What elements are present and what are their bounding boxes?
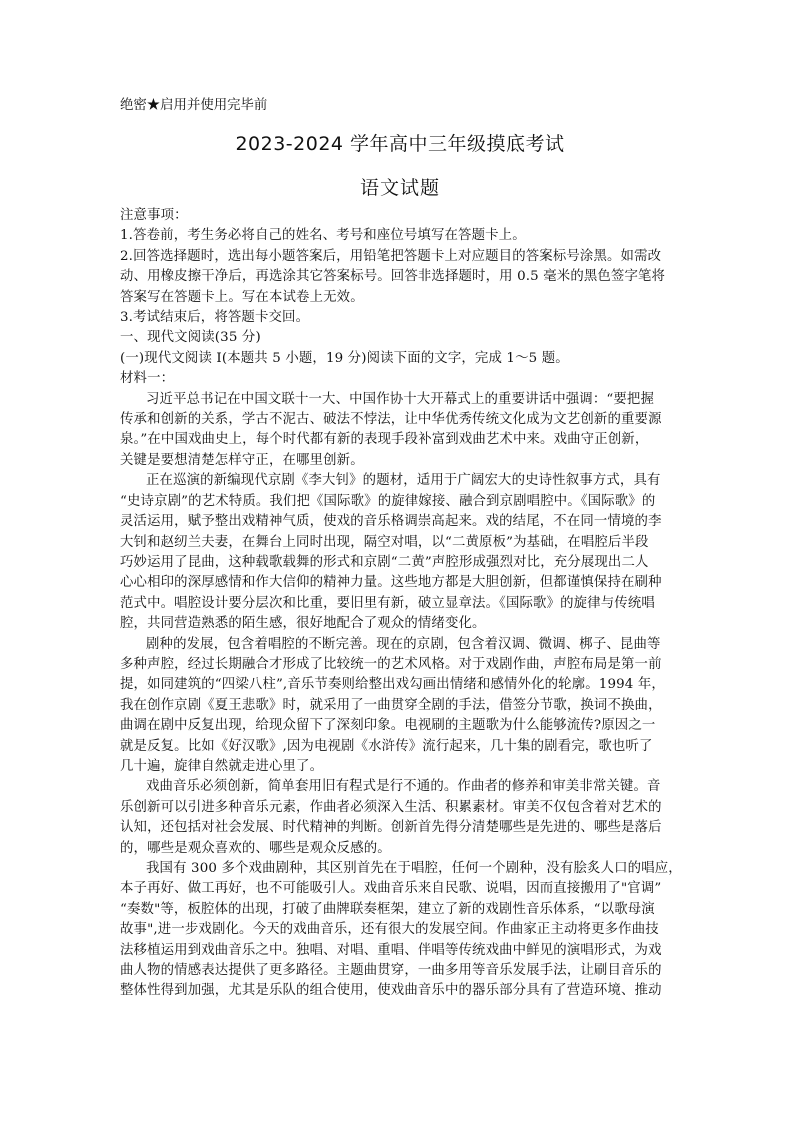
text-line: 法移植运用到戏曲音乐之中。独唱、对唱、重唱、伴唱等传统戏曲中鲜见的演唱形式，为戏 <box>120 942 662 958</box>
section-heading: 一、现代文阅读(35 分) <box>120 330 261 346</box>
paragraph-1 <box>120 390 680 472</box>
paragraph-5 <box>120 859 680 1002</box>
exam-title: 2023-2024 学年高中三年级摸底考试 <box>235 133 565 155</box>
notice-line: 1.答卷前，考生务必将自己的姓名、考号和座位号填写在答题卡上。 <box>120 228 526 244</box>
notice-line: 3.考试结束后，将答题卡交回。 <box>120 310 310 326</box>
text-line: 乐创新可以引进多种音乐元素，作曲者必须深入生活、积累素材。审美不仅包含着对艺术的 <box>120 799 662 815</box>
text-line: 整体性得到加强，尤其是乐队的组合使用，使戏曲音乐中的器乐部分具有了营造环境、推动 <box>120 983 662 999</box>
text-line: 的，哪些是观众喜欢的、哪些是观众反感的。 <box>120 840 391 856</box>
notice-line: 2.回答选择题时，选出每小题答案后，用铅笔把答题卡上对应题目的答案标号涂黑。如需改 <box>120 248 662 264</box>
notice-line: 动、用橡皮擦干净后，再选涂其它答案标号。回答非选择题时，用 0.5 毫米的黑色签字笔将 <box>120 269 666 285</box>
paragraph-3 <box>120 635 680 778</box>
notice-heading: 注意事项： <box>120 208 188 223</box>
exam-subtitle: 语文试题 <box>359 177 440 199</box>
notice-block <box>120 206 680 390</box>
text-line: 泉。”在中国戏曲史上，每个时代都有新的表现手段补富到戏曲艺术中来。戏曲守正创新， <box>120 432 649 448</box>
text-line: 灵活运用，赋予整出戏精神气质，使戏的音乐格调崇高起来。戏的结尾，不在同一情境的李 <box>120 514 662 530</box>
exam-page <box>120 96 680 1002</box>
text-line: “史诗京剧”的艺术特质。我们把《国际歌》的旋律嫁接、融合到京剧唱腔中。《国际歌》的 <box>120 493 656 509</box>
text-line: 我国有 300 多个戏曲剧种，其区别首先在于唱腔，任何一个剧种，没有脍炙人口的唱应， <box>146 861 682 876</box>
text-line: “奏数"等，板腔体的出现，打破了曲牌联奏框架，建立了新的戏剧性音乐体系，“以歌母演 <box>120 901 655 917</box>
text-line: 故事",进一步戏剧化。今天的戏曲音乐，还有很大的发展空间。作曲家正主动将更多作曲技 <box>120 922 659 938</box>
text-line: 大钊和赵纫兰夫妻，在舞台上同时出现，隔空对唱，以“二黄原板”为基础，在唱腔后半段 <box>120 534 649 550</box>
text-line: 戏曲音乐必须创新，简单套用旧有程式是行不通的。作曲者的修养和审美非常关键。音 <box>146 779 661 795</box>
text-line: 腔，共同营造熟悉的陌生感，很好地配合了观众的情绪变化。 <box>120 616 486 632</box>
text-line: 巧妙运用了昆曲，这种载歌载舞的形式和京剧“二黄”声腔形成强烈对比，充分展现出二人 <box>120 554 649 570</box>
text-line: 本子再好、做工再好，也不可能吸引人。戏曲音乐来自民歌、说唱，因而直接搬用了"官调” <box>120 881 662 897</box>
text-line: 心心相印的深厚感情和作大信仰的精神力量。这些地方都是大胆创新，但都谨慎保持在刷种 <box>120 575 662 591</box>
paragraph-4 <box>120 777 680 859</box>
text-line: 认知，还包括对社会发展、时代精神的判断。创新首先得分清楚哪些是先进的、哪些是落后 <box>120 820 662 836</box>
text-line: 习近平总书记在中国文联十一大、中国作协十大开幕式上的重要讲话中强调：“要把握 <box>146 391 654 407</box>
text-line: 传承和创新的关系，学古不泥古、破法不悖法，让中华优秀传统文化成为文艺创新的重要源 <box>120 412 662 428</box>
paragraph-2 <box>120 471 680 634</box>
text-line: 关键是要想清楚怎样守正，在哪里创新。 <box>120 452 364 468</box>
text-line: 几十遍，旋律自然就走进心里了。 <box>120 758 324 774</box>
text-line: 曲调在剧中反复出现，给现众留下了深刻印象。电视刷的主题歌为什么能够流传?原因之一 <box>120 718 656 734</box>
notice-line: 答案写在答题卡上。写在本试卷上无效。 <box>120 289 364 305</box>
text-line: 正在巡演的新编现代京剧《李大钊》的题材，适用于广阔宏大的史诗性叙事方式，具有 <box>146 473 661 489</box>
text-line: 曲人物的情感表达提供了更多路径。主题曲贯穿，一曲多用等音乐发展手法，让刷目音乐的 <box>120 963 662 979</box>
text-line: 提，如同建筑的“四梁八柱”,音乐节奏则给整出戏勾画出情绪和感情外化的轮廓。1994 年， <box>120 677 665 693</box>
subsection-heading: (一)现代文阅读 I(本题共 5 小题，19 分)阅读下面的文字，完成 1～5 题。 <box>120 350 569 366</box>
text-line: 就是反复。比如《好汉歌》,因为电视剧《水浒传》流行起来，几十集的剧看完，歌也听了 <box>120 738 653 754</box>
material-label: 材料一： <box>120 371 175 387</box>
text-line: 剧种的发展，包含着唱腔的不断完善。现在的京剧，包含着汉调、微调、梆子、昆曲等 <box>146 636 661 652</box>
text-line: 我在创作京剧《夏王悲歌》时，就采用了一曲贯穿全剧的手法，借签分节歌，换词不换曲， <box>120 697 662 713</box>
confidential-note: 绝密★启用并使用完毕前 <box>120 98 268 113</box>
text-line: 多种声腔，经过长期融合才形成了比较统一的艺术风格。对于戏剧作曲，声腔布局是第一前 <box>120 656 662 672</box>
text-line: 范式中。唱腔设计要分层次和比重，要旧里有新，破立显章法。《国际歌》的旋律与传统唱 <box>120 595 655 611</box>
